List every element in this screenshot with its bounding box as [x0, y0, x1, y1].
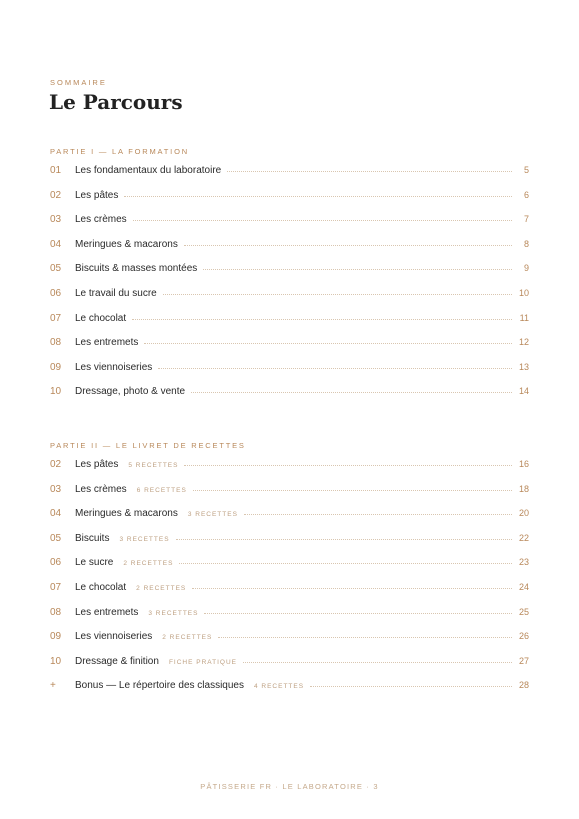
entry-page: 11 — [519, 312, 529, 323]
toc-entry[interactable] — [50, 501, 529, 526]
entry-label: Les fondamentaux du laboratoire — [75, 165, 222, 176]
dot-leader — [184, 465, 512, 466]
toc-entry[interactable] — [50, 550, 529, 575]
toc-entry[interactable] — [50, 477, 529, 502]
entry-number: + — [50, 680, 56, 692]
toc-entry[interactable] — [50, 624, 529, 649]
dot-leader — [133, 220, 512, 221]
dot-leader — [193, 490, 512, 491]
entry-page: 10 — [518, 287, 529, 298]
toc-entry[interactable] — [50, 306, 529, 331]
entry-number: 04 — [50, 508, 62, 520]
entry-number: 04 — [50, 238, 62, 250]
entry-page: 12 — [518, 337, 529, 348]
toc-entry[interactable] — [50, 256, 529, 281]
toc-entry[interactable] — [50, 575, 529, 600]
entry-page: 27 — [518, 655, 529, 666]
entry-page: 6 — [523, 189, 529, 200]
entry-number: 10 — [50, 386, 62, 398]
entry-label: Le travail du sucre — [75, 287, 157, 299]
entry-label: Biscuits — [75, 532, 110, 544]
dot-leader — [132, 319, 512, 320]
entry-number: 09 — [50, 631, 62, 643]
entry-number: 10 — [50, 655, 62, 667]
entry-number: 05 — [50, 263, 62, 275]
dot-leader — [204, 613, 512, 614]
part-1-list — [50, 158, 529, 404]
entry-page: 18 — [518, 483, 529, 494]
entry-number: 07 — [50, 312, 62, 324]
part-2-list — [50, 452, 529, 698]
dot-leader — [244, 514, 512, 515]
toc-entry[interactable] — [50, 355, 529, 380]
toc-entry[interactable] — [50, 207, 529, 232]
dot-leader — [218, 637, 512, 638]
dot-leader — [163, 294, 512, 295]
entry-number: 06 — [50, 287, 62, 299]
entry-label: Dressage & finition — [75, 655, 159, 667]
entry-label: Les entremets — [75, 606, 139, 618]
toc-entry[interactable] — [50, 158, 529, 183]
entry-label: Meringues & macarons — [75, 508, 178, 520]
entry-number: 07 — [50, 581, 62, 593]
dot-leader — [243, 662, 512, 663]
toc-entry[interactable] — [50, 452, 529, 477]
recipe-count: 2 RECETTES — [123, 560, 174, 568]
entry-number: 06 — [50, 557, 62, 569]
dot-leader — [310, 686, 512, 687]
recipe-count: 3 RECETTES — [148, 609, 199, 617]
entry-label: Les crèmes — [75, 483, 127, 495]
entry-label: Le sucre — [75, 557, 114, 569]
entry-label: Meringues & macarons — [75, 238, 178, 250]
entry-number: 03 — [50, 483, 62, 495]
part-1-title: PARTIE I — LA FORMATION — [50, 147, 189, 156]
entry-label: Les crèmes — [75, 214, 127, 226]
recipe-count: 3 RECETTES — [119, 535, 170, 543]
toc-entry[interactable] — [50, 183, 529, 208]
entry-number: 01 — [50, 165, 62, 176]
toc-entry[interactable] — [50, 526, 529, 551]
entry-label: Le chocolat — [75, 581, 127, 593]
entry-label: Les viennoiseries — [75, 361, 153, 373]
entry-label: Dressage, photo & vente — [75, 386, 186, 398]
entry-page: 25 — [518, 606, 529, 617]
dot-leader — [144, 343, 512, 344]
dot-leader — [158, 368, 512, 369]
recipe-count: 2 RECETTES — [162, 634, 213, 642]
recipe-count: 4 RECETTES — [253, 683, 305, 691]
entry-label: Les pâtes — [75, 459, 119, 470]
recipe-count: 5 RECETTES — [128, 462, 179, 469]
entry-number: 03 — [50, 214, 62, 226]
entry-number: 02 — [50, 189, 62, 201]
entry-page: 13 — [518, 361, 529, 372]
entry-label: Bonus — Le répertoire des classiques — [75, 680, 244, 692]
recipe-count: 3 RECETTES — [187, 511, 238, 519]
toc-entry[interactable] — [50, 600, 529, 625]
recipe-count: 6 RECETTES — [136, 486, 187, 494]
page-title: Le Parcours — [49, 90, 183, 114]
entry-page: 14 — [518, 386, 529, 397]
entry-page: 8 — [523, 238, 529, 249]
entry-page: 5 — [523, 165, 529, 175]
entry-label: Les entremets — [75, 337, 139, 349]
dot-leader — [124, 196, 512, 197]
entry-number: 05 — [50, 532, 62, 544]
entry-page: 22 — [518, 532, 529, 543]
dot-leader — [176, 539, 512, 540]
entry-page: 16 — [518, 459, 529, 469]
entry-label: Les pâtes — [75, 189, 119, 201]
dot-leader — [184, 245, 512, 246]
dot-leader — [203, 269, 512, 270]
recipe-count: FICHE PRATIQUE — [168, 658, 237, 666]
entry-number: 08 — [50, 606, 62, 618]
entry-page: 28 — [518, 680, 529, 691]
entry-page: 24 — [518, 581, 529, 592]
entry-number: 09 — [50, 361, 62, 373]
toc-entry[interactable] — [50, 232, 529, 257]
toc-entry[interactable] — [50, 649, 529, 674]
toc-entry-bonus[interactable] — [50, 673, 529, 698]
dot-leader — [227, 171, 512, 172]
entry-number: 02 — [50, 459, 62, 470]
toc-entry[interactable] — [50, 379, 529, 404]
entry-number: 08 — [50, 337, 62, 349]
section-eyebrow: SOMMAIRE — [50, 78, 107, 87]
entry-page: 23 — [518, 557, 529, 568]
entry-label: Les viennoiseries — [75, 631, 153, 643]
toc-entry[interactable] — [50, 281, 529, 306]
recipe-count: 2 RECETTES — [136, 584, 187, 592]
entry-label: Biscuits & masses montées — [75, 263, 198, 275]
entry-page: 7 — [523, 214, 529, 225]
toc-entry[interactable] — [50, 330, 529, 355]
entry-page: 26 — [518, 631, 529, 642]
dot-leader — [191, 392, 512, 393]
entry-page: 9 — [523, 263, 529, 274]
entry-page: 20 — [518, 508, 529, 519]
part-2-title: PARTIE II — LE LIVRET DE RECETTES — [50, 441, 246, 450]
dot-leader — [179, 563, 512, 564]
entry-label: Le chocolat — [75, 312, 127, 324]
page-footer: PÂTISSERIE FR · LE LABORATOIRE · 3 — [200, 782, 379, 791]
dot-leader — [192, 588, 512, 589]
